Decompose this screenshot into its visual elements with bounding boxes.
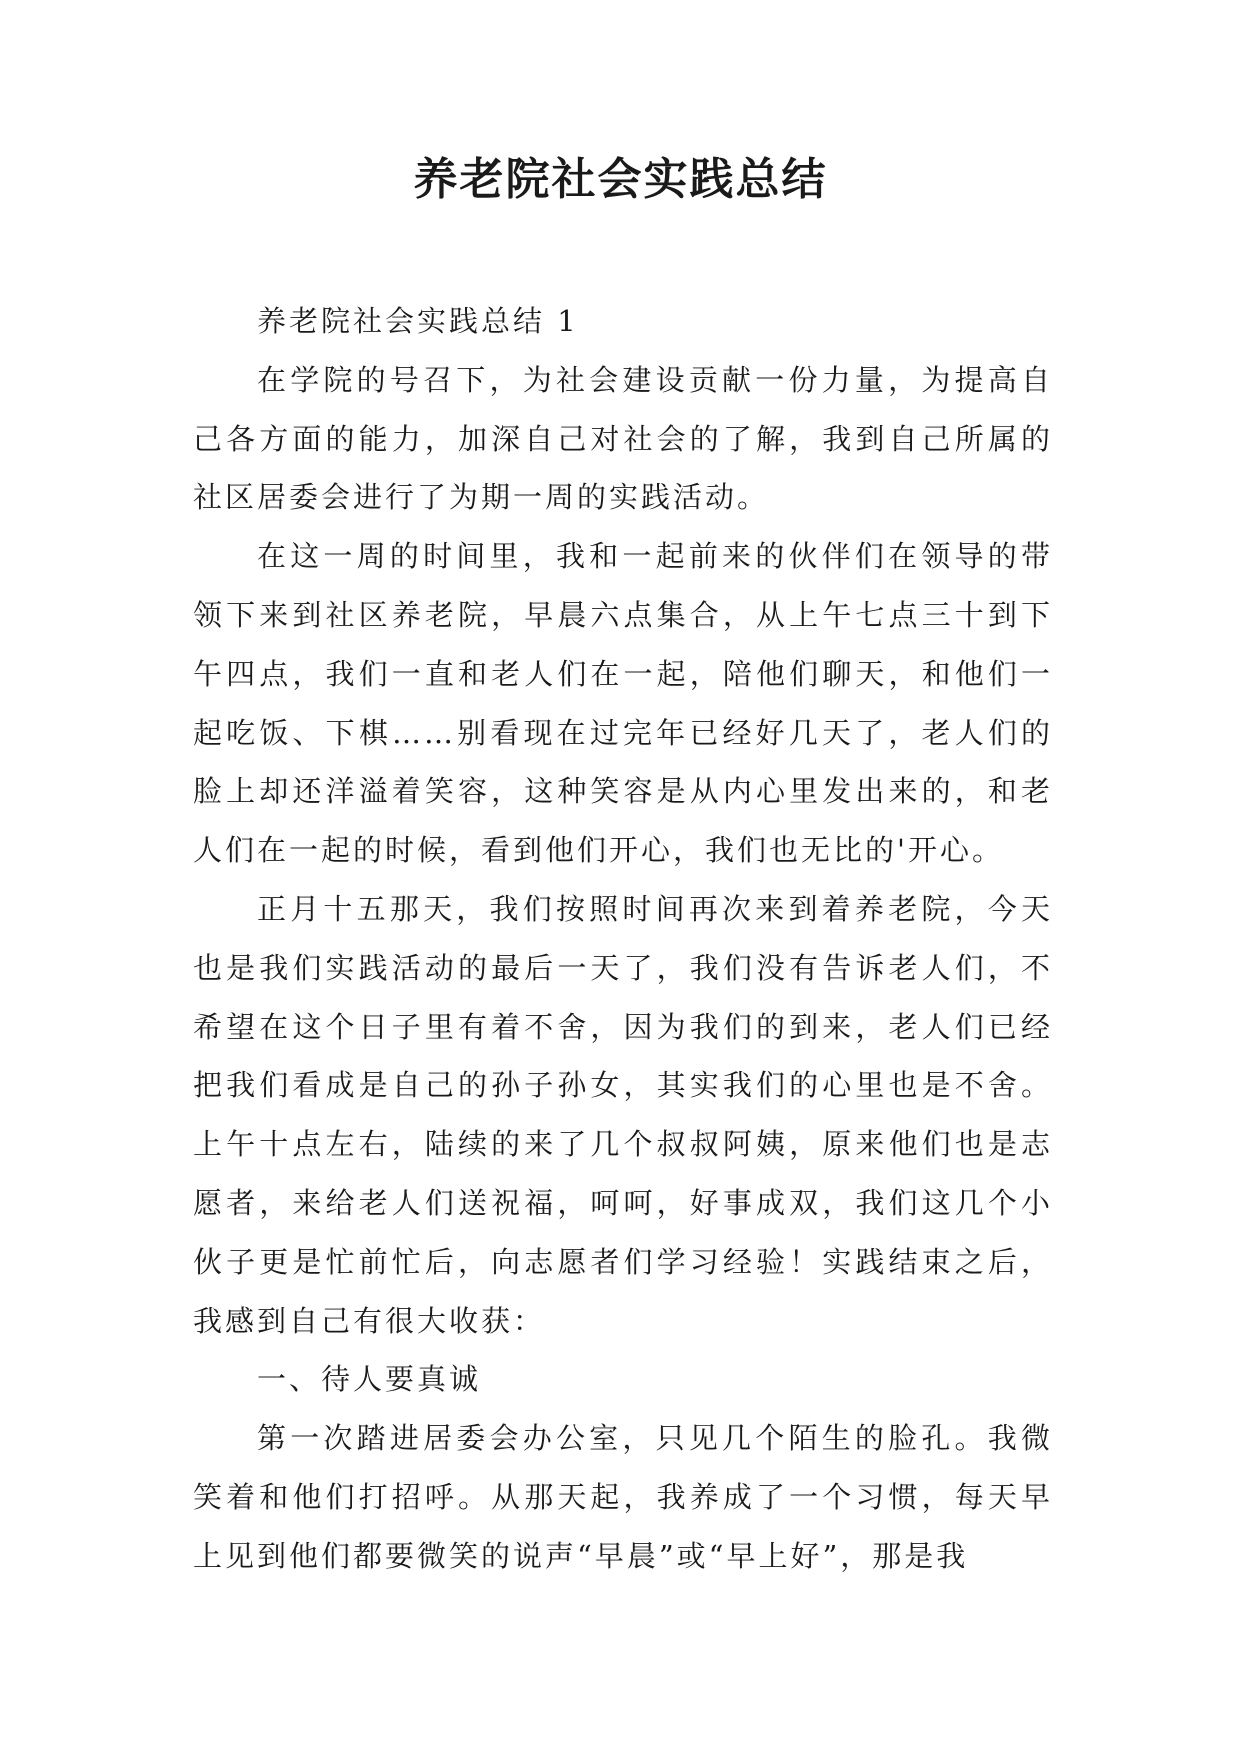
document-title: 养老院社会实践总结 <box>413 154 828 205</box>
paragraph: 在这一周的时间里，我和一起前来的伙伴们在领导的带领下来到社区养老院，早晨六点集合，从上午七点三十到下午四点，我们一直和老人们在一起，陪他们聊天，和他们一起吃饭、下棋……别看现在过完年已经好几天了，老人们的脸上却还洋溢着笑容，这种笑容是从内心里发出来的，和老人们在一起的时候，看到他们开心，我们也无比的'开心。 <box>193 539 1053 868</box>
subheading: 一、待人要真诚 <box>257 1362 482 1397</box>
paragraph: 在学院的号召下，为社会建设贡献一份力量，为提高自己各方面的能力，加深自己对社会的了解，我到自己所属的社区居委会进行了为期一周的实践活动。 <box>193 362 1053 515</box>
section-heading: 养老院社会实践总结 1 <box>257 304 579 338</box>
paragraph: 正月十五那天，我们按照时间再次来到着养老院，今天也是我们实践活动的最后一天了，我们没有告诉老人们，不希望在这个日子里有着不舍，因为我们的到来，老人们已经把我们看成是自己的孙子孙女，其实我们的心里也是不舍。上午十点左右，陆续的来了几个叔叔阿姨，原来他们也是志愿者，来给老人们送祝福，呵呵，好事成双，我们这几个小伙子更是忙前忙后，向志愿者们学习经验！实践结束之后，我感到自己有很大收获： <box>193 891 1053 1338</box>
document-body <box>193 292 1053 1586</box>
paragraph: 第一次踏进居委会办公室，只见几个陌生的脸孔。我微笑着和他们打招呼。从那天起，我养成了一个习惯，每天早上见到他们都要微笑的说声“早晨”或“早上好”，那是我 <box>193 1421 1053 1573</box>
